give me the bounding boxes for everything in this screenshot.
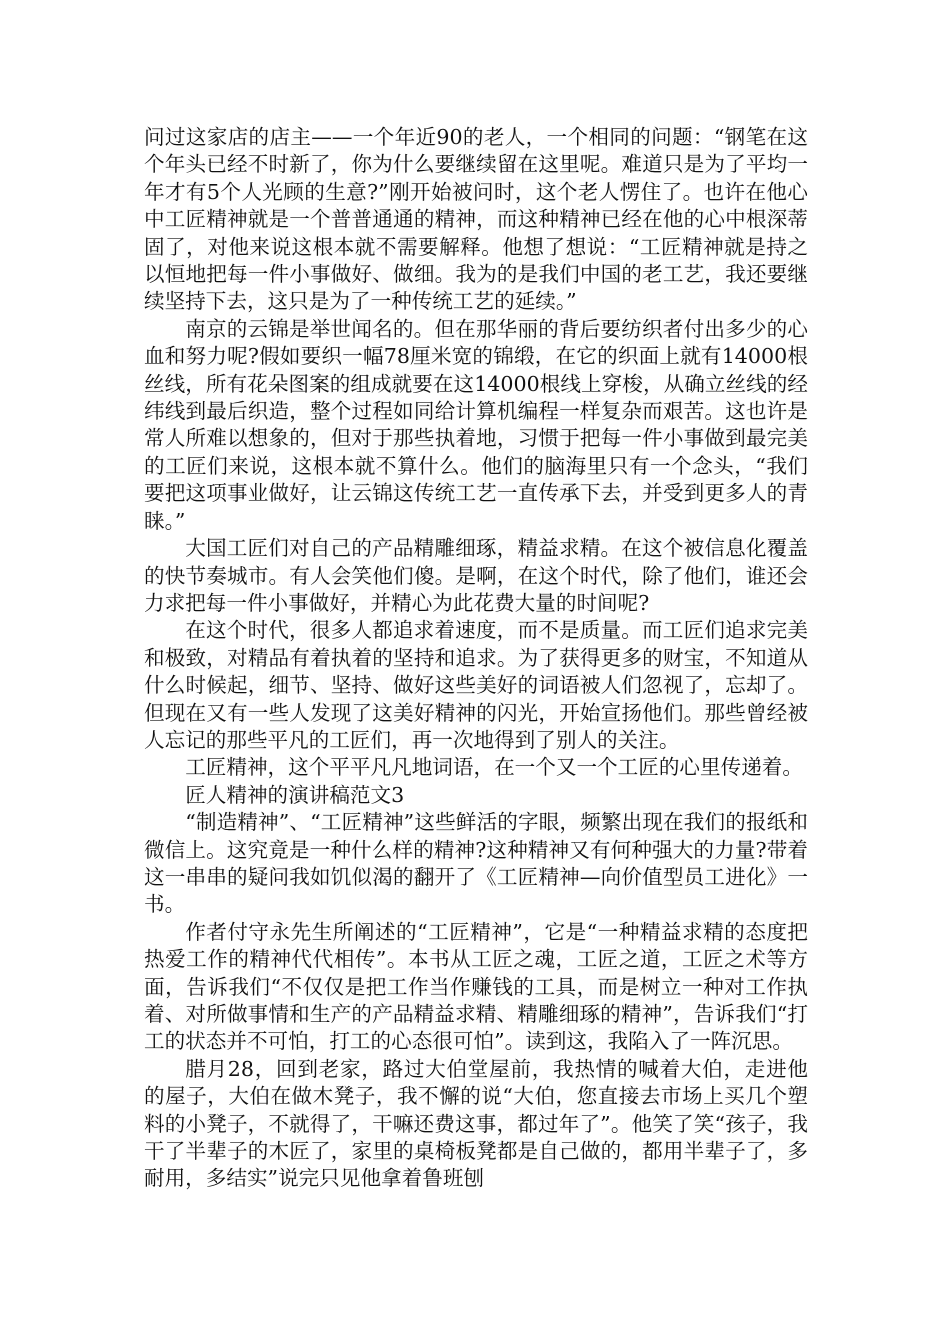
paragraph-2: 南京的云锦是举世闻名的。但在那华丽的背后要纺织者付出多少的心血和努力呢?假如要织一幅78厘米宽的锦缎，在它的织面上就有14000根丝线，所有花朵图案的组成就要在这14000根线上穿梭，从确立丝线的经纬线到最后织造，整个过程如同给计算机编程一样复杂而艰苦。这也许是常人所难以想象的，但对于那些执着地，习惯于把每一件小事做到最完美的工匠们来说，这根本就不算什么。他们的脑海里只有一个念头，“我们要把这项事业做好，让云锦这传统工艺一直传承下去，并受到更多人的青睐。”: [144, 316, 808, 533]
paragraph-8: 作者付守永先生所阐述的“工匠精神”，它是“一种精益求精的态度把热爱工作的精神代代相传”。本书从工匠之魂，工匠之道，工匠之术等方面，告诉我们“不仅仅是把工作当作赚钱的工具，而是树立一种对工作执着、对所做事情和生产的产品精益求精、精雕细琢的精神”，告诉我们“打工的状态并不可怕，打工的心态很可怕”。读到这，我陷入了一阵沉思。: [144, 919, 808, 1054]
paragraph-5: 工匠精神，这个平平凡凡地词语，在一个又一个工匠的心里传递着。: [185, 755, 803, 780]
paragraph-3: 大国工匠们对自己的产品精雕细琢，精益求精。在这个被信息化覆盖的快节奏城市。有人会笑他们傻。是啊，在这个时代，除了他们，谁还会力求把每一件小事做好，并精心为此花费大量的时间呢?: [144, 536, 808, 615]
paragraph-9: 腊月28，回到老家，路过大伯堂屋前，我热情的喊着大伯，走进他的屋子，大伯在做木凳子，我不懈的说“大伯，您直接去市场上买几个塑料的小凳子，不就得了，干嘛还费这事，都过年了”。他笑了笑“孩子，我干了半辈子的木匠了，家里的桌椅板凳都是自己做的，都用半辈子了，多耐用，多结实”说完只见他拿着鲁班刨: [144, 1056, 808, 1191]
paragraph-7: “制造精神”、“工匠精神”这些鲜活的字眼，频繁出现在我们的报纸和微信上。这究竟是一种什么样的精神?这种精神又有何种强大的力量?带着这一串串的疑问我如饥似渴的翻开了《工匠精神—向价值型员工进化》一书。: [144, 810, 808, 917]
paragraph-4: 在这个时代，很多人都追求着速度，而不是质量。而工匠们追求完美和极致，对精品有着执着的坚持和追求。为了获得更多的财宝，不知道从什么时候起，细节、坚持、做好这些美好的词语被人们忽视了，忘却了。但现在又有一些人发现了这美好精神的闪光，开始宣扬他们。那些曾经被人忘记的那些平凡的工匠们，再一次地得到了别人的关注。: [144, 618, 808, 752]
document-page: [144, 124, 808, 1193]
section-heading: 匠人精神的演讲稿范文3: [185, 782, 405, 807]
paragraph-1: 问过这家店的店主——一个年近90的老人，一个相同的问题：“钢笔在这个年头已经不时新了，你为什么要继续留在这里呢。难道只是为了平均一年才有5个人光顾的生意?”刚开始被问时，这个老人愣住了。也许在他心中工匠精神就是一个普普通通的精神，而这种精神已经在他的心中根深蒂固了，对他来说这根本就不需要解释。他想了想说：“工匠精神就是持之以恒地把每一件小事做好、做细。我为的是我们中国的老工艺，我还要继续坚持下去，这只是为了一种传统工艺的延续。”: [144, 125, 808, 314]
